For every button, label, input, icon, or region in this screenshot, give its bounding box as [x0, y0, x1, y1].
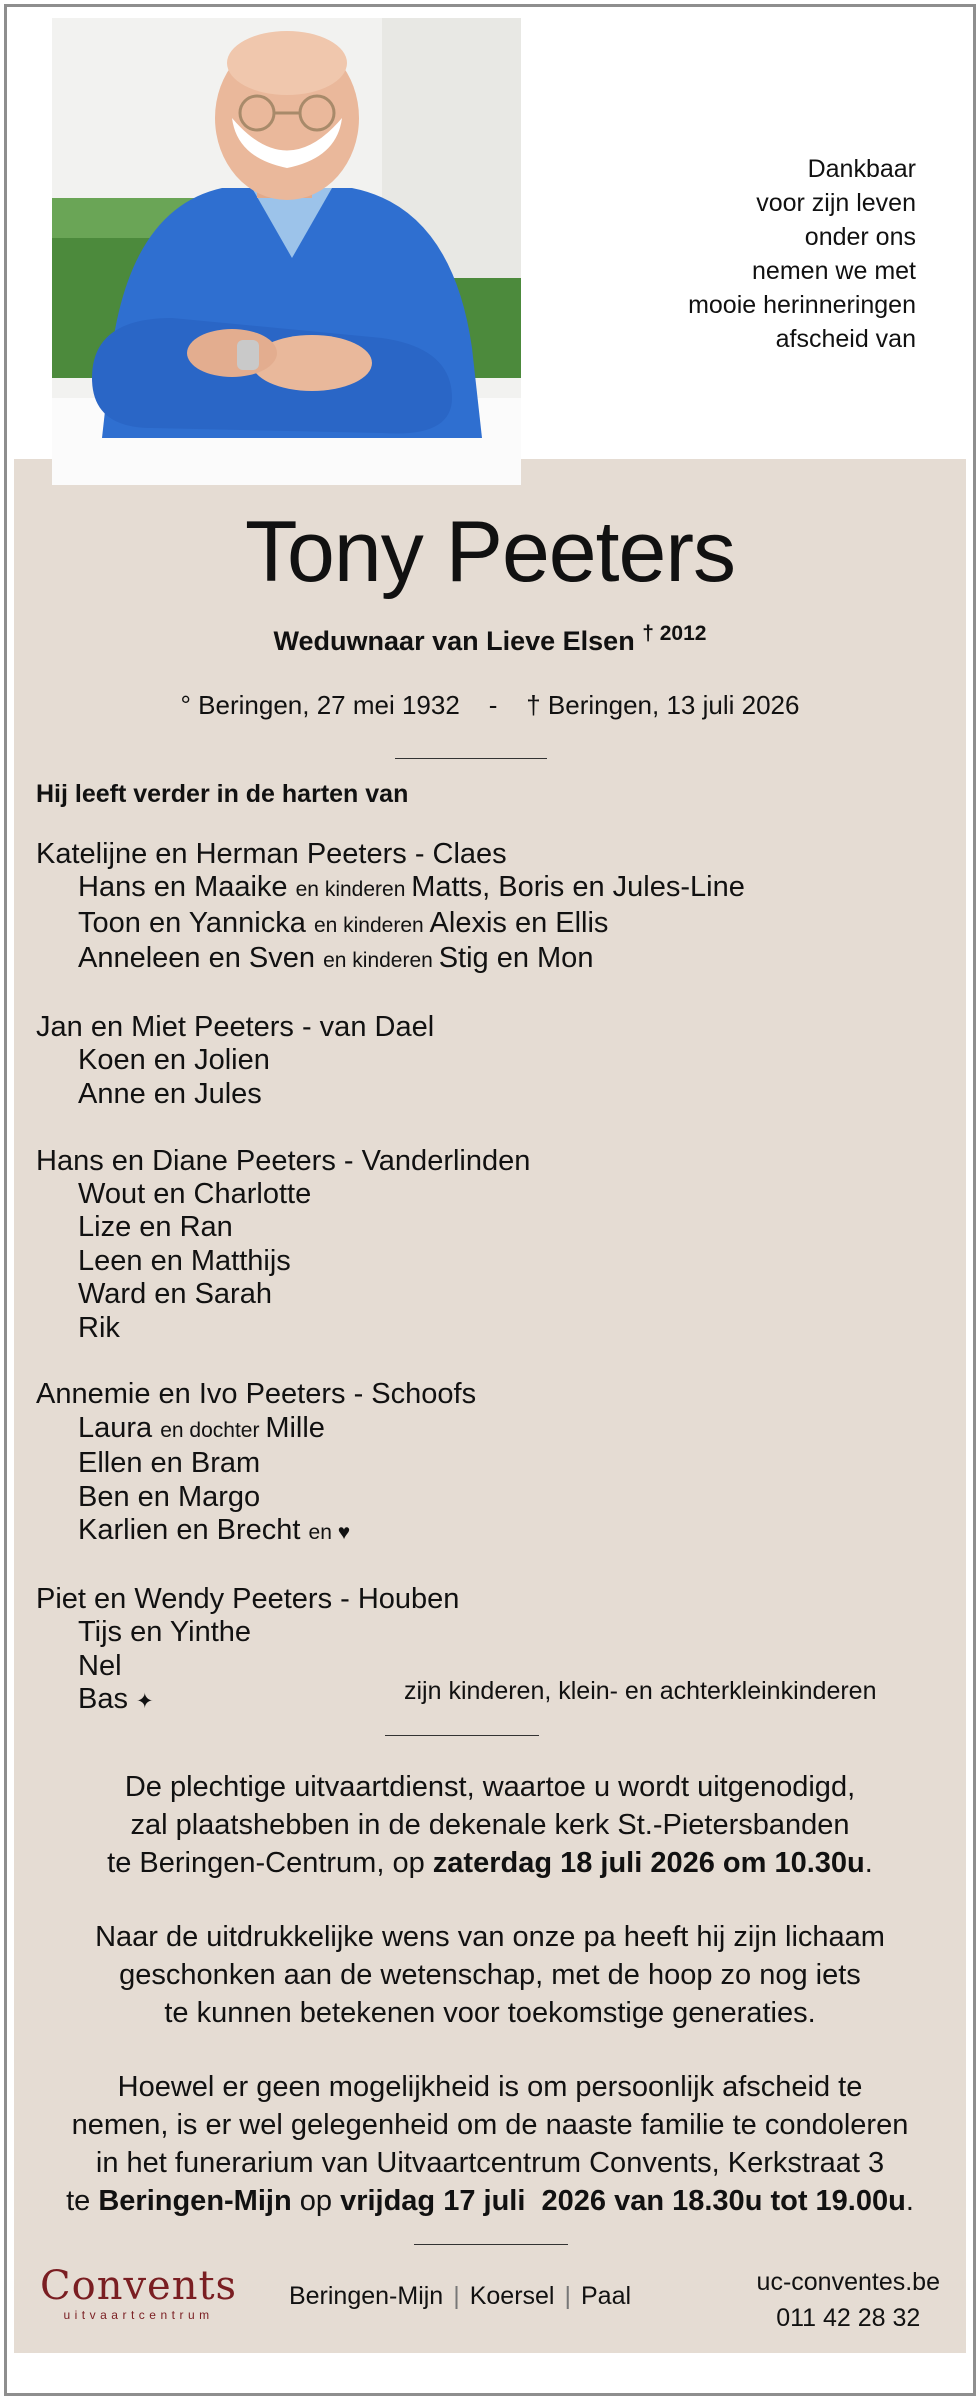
portrait-photo — [52, 18, 521, 485]
divider — [385, 1735, 539, 1736]
location-beringen-mijn: Beringen-Mijn — [288, 2282, 444, 2310]
notice-line — [0, 1844, 980, 1882]
family-note: en kinderen — [295, 878, 412, 902]
family-gap — [36, 1111, 745, 1144]
location-koersel: Koersel — [469, 2282, 555, 2310]
birth-death-dates: ° Beringen, 27 mei 1932 - † Beringen, 13 juli 2026 — [180, 690, 800, 720]
grandchild-line — [36, 1211, 745, 1244]
family-names: Katelijne en Herman Peeters - Claes — [36, 838, 507, 870]
thanks-text — [688, 152, 916, 356]
family-names: Stig en Mon — [438, 942, 594, 975]
notice-text: in het funerarium van Uitvaartcentrum Convents, Kerkstraat 3 — [95, 2147, 885, 2179]
family-gap — [36, 1345, 745, 1378]
child-line — [36, 1583, 745, 1616]
family-names: Koen en Jolien — [78, 1044, 270, 1077]
family-list — [36, 838, 745, 1719]
notice-text: Hoewel er geen mogelijkheid is om persoonlijk afscheid te — [117, 2071, 863, 2103]
family-header: Hij leeft verder in de harten van — [36, 780, 409, 808]
family-note: ✦ — [136, 1690, 154, 1714]
signature: zijn kinderen, klein- en achterkleinkinderen — [404, 1677, 877, 1705]
family-names: Hans en Diane Peeters - Vanderlinden — [36, 1144, 531, 1177]
family-names: Mille — [265, 1411, 325, 1444]
grandchild-line — [36, 1278, 745, 1311]
divider — [395, 758, 547, 759]
notice-text: . — [905, 2185, 914, 2217]
family-names: Ben en Margo — [78, 1480, 261, 1513]
family-names: Hans en Maaike — [78, 871, 296, 904]
phone-number: 011 42 28 32 — [776, 2304, 921, 2332]
family-note: en dochter — [160, 1418, 266, 1442]
notice-line — [0, 1994, 980, 2032]
widower-year: † 2012 — [642, 622, 707, 645]
logo-name: Convents — [40, 2263, 238, 2309]
highlight-text: vrijdag 17 juli 2026 van 18.30u tot 19.00u — [340, 2185, 906, 2217]
notice-text: geschonken aan de wetenschap, met de hoop zo nog iets — [119, 1959, 861, 1991]
grandchild-line — [36, 1447, 745, 1480]
family-names: Tijs en Yinthe — [78, 1616, 252, 1649]
notice-text: nemen, is er wel gelegenheid om de naaste familie te condoleren — [71, 2109, 909, 2141]
grandchild-line — [36, 1245, 745, 1278]
child-line — [36, 838, 745, 871]
family-note: en kinderen — [323, 949, 439, 973]
family-gap — [36, 978, 745, 1011]
grandchild-line — [36, 1481, 745, 1514]
service-notice — [0, 1768, 980, 1882]
grandchild-line — [36, 871, 745, 906]
family-names: Ellen en Bram — [78, 1447, 261, 1480]
family-names: Nel — [78, 1649, 122, 1682]
family-names: Alexis en Ellis — [429, 906, 609, 939]
donation-notice — [0, 1918, 980, 2032]
divider — [414, 2244, 568, 2245]
family-names: Wout en Charlotte — [78, 1178, 312, 1211]
child-line — [36, 1378, 745, 1411]
notice-text: De plechtige uitvaartdienst, waartoe u wordt uitgenodigd, — [124, 1771, 856, 1803]
widower-text: Weduwnaar van Lieve Elsen — [273, 626, 635, 656]
notice-line — [0, 2068, 980, 2106]
contact-info — [757, 2264, 940, 2336]
notice-text: Naar de uitdrukkelijke wens van onze pa heeft hij zijn lichaam — [95, 1921, 885, 1953]
notice-text: zal plaatshebben in de dekenale kerk St.-Pietersbanden — [130, 1809, 850, 1841]
condolence-notice — [0, 2068, 980, 2220]
grandchild-line — [36, 1514, 745, 1549]
notice-line — [0, 2106, 980, 2144]
separator: | — [564, 2282, 571, 2310]
grandchild-line — [36, 1312, 745, 1345]
notice-text: op — [291, 2185, 341, 2217]
family-names: Lize en Ran — [78, 1211, 233, 1244]
thanks-line: onder ons — [804, 223, 916, 251]
notice-text: te — [66, 2185, 99, 2217]
thanks-line: afscheid van — [775, 325, 916, 353]
notice-line — [0, 1768, 980, 1806]
notice-text: te Beringen-Centrum, op — [107, 1847, 433, 1879]
separator: | — [453, 2282, 460, 2310]
family-names: Laura — [78, 1411, 161, 1444]
grandchild-line — [36, 942, 745, 977]
grandchild-line — [36, 1616, 745, 1649]
thanks-line: nemen we met — [752, 257, 916, 285]
family-names: Anne en Jules — [78, 1077, 262, 1110]
family-names: Rik — [78, 1311, 120, 1344]
family-names: Matts, Boris en Jules-Line — [411, 871, 745, 904]
notice-line — [0, 1918, 980, 1956]
grandchild-line — [36, 1178, 745, 1211]
family-names: Leen en Matthijs — [78, 1244, 291, 1277]
family-note: ♥ — [337, 1521, 351, 1545]
family-names: Piet en Wendy Peeters - Houben — [36, 1582, 460, 1615]
family-gap — [36, 1549, 745, 1582]
notice-line — [0, 2182, 980, 2220]
grandchild-line — [36, 1078, 745, 1111]
notice-line — [0, 2144, 980, 2182]
notice-text: . — [864, 1847, 873, 1879]
logo-subtitle: uitvaartcentrum — [63, 2308, 214, 2322]
highlight-text: Beringen-Mijn — [98, 2185, 292, 2217]
family-names: Toon en Yannicka — [78, 906, 314, 939]
grandchild-line — [36, 1044, 745, 1077]
notice-line — [0, 1806, 980, 1844]
thanks-line: Dankbaar — [807, 155, 916, 183]
thanks-line: voor zijn leven — [756, 189, 916, 217]
family-names: Bas — [78, 1683, 137, 1716]
family-note: en — [308, 1521, 338, 1545]
family-names: Anneleen en Sven — [78, 942, 324, 975]
notice-text: te kunnen betekenen voor toekomstige generaties. — [164, 1997, 816, 2029]
family-names: Ward en Sarah — [78, 1278, 272, 1311]
website-link[interactable]: uc-conventes.be — [756, 2268, 940, 2296]
grandchild-line — [36, 1412, 745, 1447]
family-note: en kinderen — [313, 913, 430, 937]
thanks-line: mooie herinneringen — [688, 291, 916, 319]
notice-line — [0, 1956, 980, 1994]
family-names: Jan en Miet Peeters - van Dael — [36, 1011, 435, 1044]
grandchild-line — [36, 907, 745, 942]
child-line — [36, 1011, 745, 1044]
widower-line — [0, 622, 980, 657]
family-names: Annemie en Ivo Peeters - Schoofs — [36, 1378, 477, 1411]
location-paal: Paal — [580, 2282, 632, 2310]
deceased-name: Tony Peeters — [245, 504, 735, 600]
highlight-text: zaterdag 18 juli 2026 om 10.30u — [432, 1847, 865, 1879]
family-names: Karlien en Brecht — [78, 1514, 309, 1547]
child-line — [36, 1145, 745, 1178]
